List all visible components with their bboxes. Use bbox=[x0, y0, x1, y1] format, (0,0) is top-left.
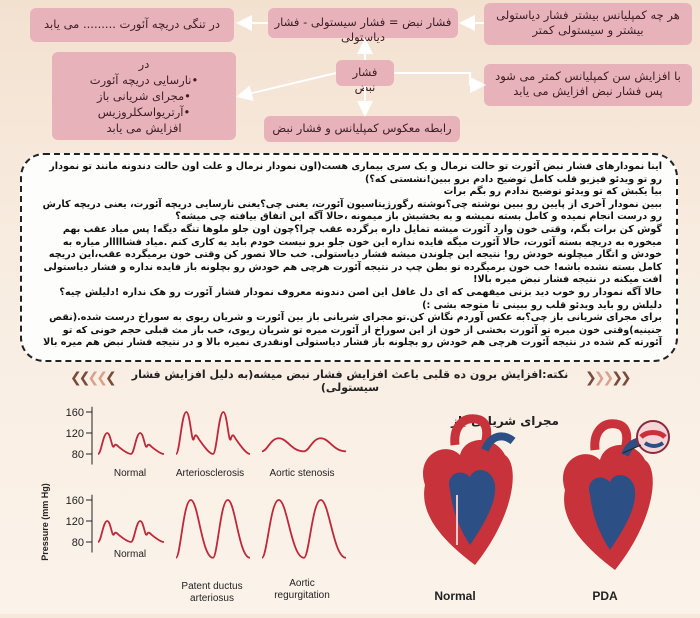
wave-label: Normal bbox=[113, 549, 147, 560]
pressure-wave-aortic-regurgitation bbox=[262, 500, 346, 558]
y-tick-label: 160 bbox=[65, 407, 84, 419]
explanation-paragraph: گوش کن برات بگم، وقتی خون وارد آئورت میشه تمایل داره برگرده عقب چرا؟چون اون جلو ملوها تنگه دیگه! پس میاد عقب بهم میخوره به دریچه بسته آئورت، حالا آئورت میگه فایده نداره این خون جلو برو نیست خودم باید یه کاری کنم .میاد فشااااار میاره به خودش و اتگار میچلونه خودش رو! نتیجه این چلوندن میشه فشار دیاستولی. خب حالا تصور کن وقتی خون برمیگرده عقب،این دریچه کامل بسته نشده باشه! خب خون برمیگرده تو بطن چپ در نتیجه آئورت هرچی هم خودش رو بچلونه باز فایده نداره و فشار دیاستولی افت میکنه در نتیجه فشار نبض میره بالا! bbox=[43, 223, 662, 286]
heart-pda-label: PDA bbox=[592, 589, 618, 603]
hearts-title: مجرای شریانی باز bbox=[451, 414, 559, 428]
cause-item: •نارسایی دریچه آئورت bbox=[89, 73, 199, 87]
explanation-paragraph: اینا نمودارهای فشار نبض آئورت تو حالت نرمال و یک سری بیماری هست(اون نمودار نرمال و علت اون حالت دندونه مانند تو نمودار رو تو ویدئو فیزیو قلب کامل توضیح دادم برو ببین!نشستی که؟) bbox=[49, 161, 662, 185]
heart-normal-icon bbox=[423, 419, 513, 565]
note-row bbox=[0, 362, 700, 394]
causes-title: در bbox=[138, 57, 150, 71]
hearts-svg bbox=[395, 395, 685, 610]
explanation-paragraph: برای مجرای شریانی باز چی؟به عکس آوردم نگاش کن.تو مجرای شریانی باز بین آئورت و شریان ریوی به سوراخ درست شده.(نقص جنینیه)وقتی خون میره تو آئورت بخشی از خون از این سوراخ از آئورت میره تو شریان ریوی، خب باز مث قبلی حجم خونی که تو آئورته کم شده در نتیجه آئورت هرچی هم خودش رو بچلونه باز فشار دیاستولی اونقدری نمیره بالا و در نتیجه فشار نبض هم میره بالا bbox=[43, 312, 662, 349]
wave-label: Aortic bbox=[289, 578, 315, 589]
narrowing-box: در تنگی دریچه آئورت ......... می یابد bbox=[30, 8, 234, 42]
y-tick-label: 80 bbox=[71, 449, 84, 461]
y-tick-label: 160 bbox=[65, 495, 84, 507]
wave-label: Arteriosclerosis bbox=[175, 468, 245, 479]
pressure-wave-arteriosclerosis bbox=[176, 412, 250, 454]
y-tick-label: 120 bbox=[65, 516, 84, 528]
wave-label: Normal bbox=[113, 468, 147, 479]
hearts-panel bbox=[395, 395, 685, 610]
y-tick-label: 120 bbox=[65, 428, 84, 440]
pressure-wave-normal bbox=[98, 433, 164, 454]
y-tick-label: 80 bbox=[71, 537, 84, 549]
chevrons-right-icon: ❯❯❯❯❯ bbox=[585, 370, 629, 386]
explanation-paragraph: ببین نمودار آخری از پایین رو ببین نوشته چی؟نوشته رگورژیتاسیون آئورت، یعنی چی؟یعنی نارسایی دریچه آئورت، یعنی دریچه کارش رو درست انجام نمیده و کامل بسته نمیشه و به بخشیش باز میمونه ،حالا آگه این اتفاق بیافته چی میشه؟ bbox=[42, 198, 662, 223]
cause-item: •آرتریواسکلروزیس bbox=[97, 105, 191, 119]
flow-connectors bbox=[0, 0, 700, 150]
cause-item: افزایش می یابد bbox=[106, 121, 182, 135]
wave-label: regurgitation bbox=[274, 590, 330, 601]
note-text: نکته:افزایش برون ده قلبی باعث افزایش فشار نبض میشه(به دلیل افزایش فشار سیستولی) bbox=[131, 368, 569, 394]
heart-pda-icon bbox=[563, 421, 669, 570]
explanation-box bbox=[20, 153, 678, 362]
wave-label: Patent ductus bbox=[181, 581, 243, 592]
explanation-paragraph: بیا یکبش که تو ویدئو توضیح ندادم رو بگم برات bbox=[443, 186, 662, 198]
heart-normal-label: Normal bbox=[434, 589, 476, 603]
pulse-pressure-box: فشار نبض bbox=[336, 60, 394, 86]
explanation-paragraph: حالا آگه نمودار رو خوب دید بزنی میفهمی که ای دل غافل این اصن دندونه معروف نمودار فشار آئورت رو هک نداره !دلیلش چیه؟دلیلش رو باید ویدئو قلب رو ببینی تا متوجه بشی :) bbox=[59, 286, 662, 311]
pressure-wave-aortic-stenosis bbox=[262, 438, 346, 451]
pressure-chart bbox=[40, 392, 360, 614]
pressure-chart-svg bbox=[40, 392, 360, 614]
compliance-box: هر چه کمپلیانس بیشتر فشار دیاستولی بیشتر و سیستولی کمتر bbox=[484, 3, 692, 45]
y-axis-label: Pressure (mm Hg) bbox=[40, 483, 50, 561]
inverse-box: رابطه معکوس کمپلیانس و فشار نبض bbox=[264, 116, 460, 142]
pressure-wave-normal bbox=[98, 521, 164, 542]
aging-box: با افزایش سن کمپلیانس کمتر می شود پس فشار نبض افزایش می یابد bbox=[484, 64, 692, 106]
formula-box: فشار نبض = فشار سیستولی - فشار دیاستولی bbox=[268, 8, 458, 38]
cause-item: •مجرای شریانی باز bbox=[97, 89, 191, 103]
pressure-wave-patent-ductus-arteriosus bbox=[176, 500, 250, 558]
wave-label: arteriosus bbox=[190, 593, 234, 604]
chevrons-left-icon: ❮❮❮❮❮ bbox=[70, 370, 114, 386]
wave-label: Aortic stenosis bbox=[269, 468, 335, 479]
